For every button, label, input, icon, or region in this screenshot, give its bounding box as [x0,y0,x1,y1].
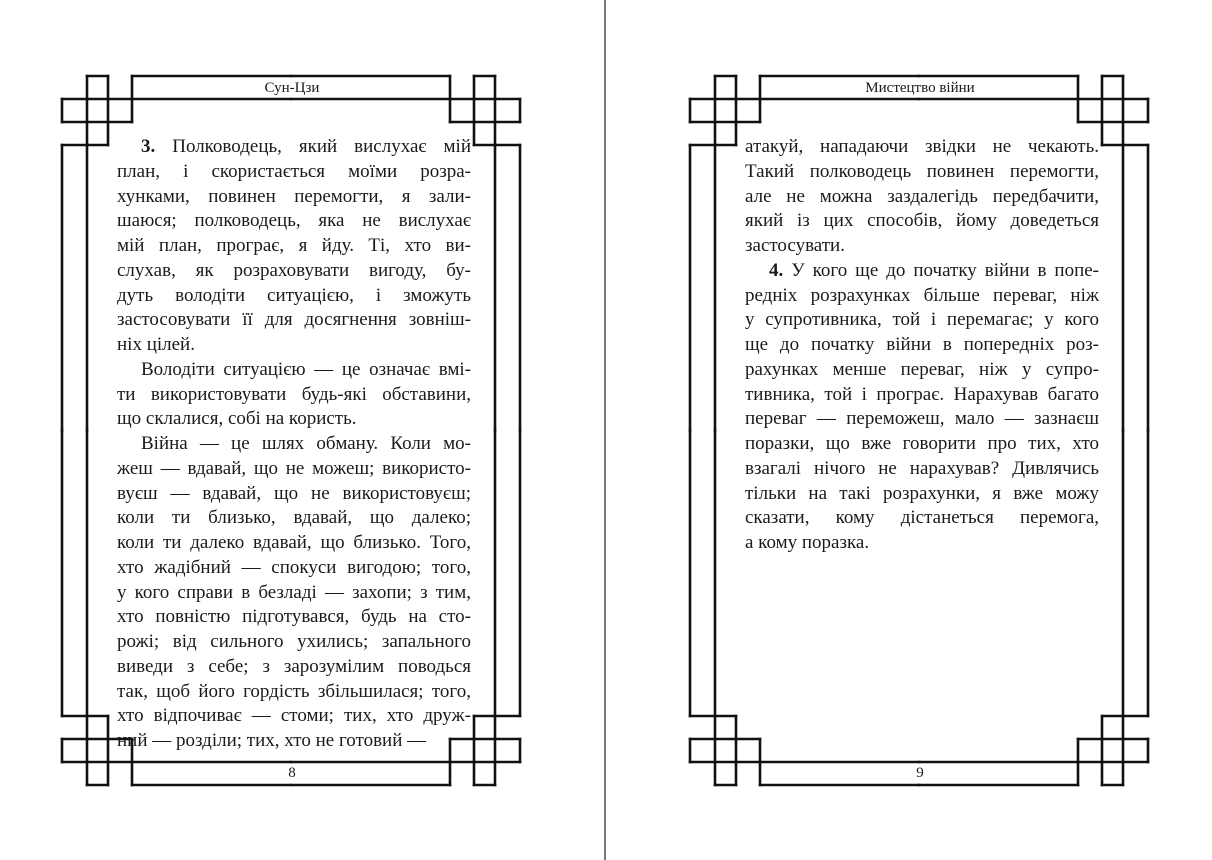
text-line [117,333,471,358]
text-line [745,209,1099,234]
text-line-content: рожі; від сильного ухились; запального [117,631,471,652]
text-line-content: ти використовувати будь-які обставини, [117,383,471,405]
text-line [117,531,471,556]
text-line [117,432,471,457]
text-line-content: поразки, що вже говорити про тих, хто [745,433,1099,454]
book-spine [604,0,606,860]
text-line-content: слухав, як розраховувати вигоду, бу- [117,259,471,281]
text-line [117,308,471,333]
text-line-content: у супротивника, той і перемагає; у кого [745,309,1099,331]
text-line-content: застосувати. [745,235,845,256]
text-line-content: виведи з себе; з зарозумілим поводься [117,655,471,677]
text-line [745,259,1099,284]
text-line-content: у кого справи в безладі — захопи; з тим, [117,581,471,603]
text-line [745,160,1099,185]
text-line [745,531,1099,556]
text-line [117,358,471,383]
text-line [745,358,1099,383]
text-line-content: коли ти далеко вдавай, що близько. Того, [117,532,471,553]
text-line [117,506,471,531]
text-line [117,259,471,284]
text-line-content: план, і скористається моїми розра- [117,160,471,182]
text-line [117,407,471,432]
text-line-content: а кому поразка. [745,532,870,553]
left-page [0,0,582,860]
text-line [117,704,471,729]
running-head: Мистецтво війни [865,80,975,96]
text-line [117,581,471,606]
text-line-content: так, щоб його гордість збільшилася; того, [117,680,471,702]
text-line-content: Війна — це шлях обману. Коли мо- [141,433,471,454]
text-line [117,209,471,234]
text-line [117,630,471,655]
text-line-content: переваг — переможеш, мало — зазнаєш [745,408,1099,430]
section-number: 3. [141,136,156,157]
text-line-content: рахунках менше переваг, ніж у супро- [745,358,1099,380]
text-line [117,185,471,210]
running-head: Сун-Цзи [264,80,320,96]
text-line [117,482,471,507]
text-line [745,185,1099,210]
text-line-content: але не можна заздалегідь передбачити, [745,185,1099,207]
text-line [745,407,1099,432]
text-line-content: Володіти ситуацією — це означає вмі- [141,358,471,380]
text-line-content: що склалися, собі на користь. [117,408,357,430]
text-line [745,284,1099,309]
text-line-content: вуєш — вдавай, що не використовуєш; [117,482,471,504]
text-line [117,457,471,482]
text-line-content: редніх розрахунках більше переваг, ніж [745,284,1099,306]
text-line-content: ще до початку війни в попередніх роз- [745,334,1099,355]
text-line-content: дуть володіти ситуацією, і зможуть [117,284,471,306]
text-line-content: Полководець, який вислухає мій [155,136,471,157]
text-line-content: який із цих способів, йому доведеться [745,210,1099,232]
text-line [117,284,471,309]
section-number: 4. [769,259,784,281]
text-line [117,135,471,160]
text-line [745,506,1099,531]
text-line-content: ніх цілей. [117,334,195,355]
text-line [117,383,471,408]
text-line-content: атакуй, нападаючи звідки не чекають. [745,136,1099,157]
text-line [745,333,1099,358]
page-number: 9 [916,765,924,781]
text-line-content: коли ти близько, вдавай, що далеко; [117,507,471,529]
text-line-content: шаюся; полководець, яка не вислухає [117,210,471,232]
text-line [117,234,471,259]
text-line-content: Такий полководець повинен перемогти, [745,160,1099,182]
text-line [117,729,471,754]
text-line [745,482,1099,507]
text-line-content: тільки на такі розрахунки, я вже можу [745,482,1099,504]
text-line [745,432,1099,457]
text-line [117,556,471,581]
page-body-text [117,135,471,754]
text-line-content: мій план, програє, я йду. Ті, хто ви- [117,235,471,256]
text-line-content: хто відпочиває — стоми; тих, хто друж- [117,705,471,727]
text-line-content: хто повністю підготувався, будь на сто- [117,606,471,628]
right-page [628,0,1210,860]
text-line [745,308,1099,333]
text-line-content: жеш — вдавай, що не можеш; використо- [117,457,471,479]
text-line-content: сказати, кому дістанеться перемога, [745,507,1099,529]
text-line [117,655,471,680]
text-line [745,135,1099,160]
text-line [745,457,1099,482]
text-line-content: У кого ще до початку війни в попе- [783,259,1099,281]
text-line-content: взагалі нічого не нарахував? Дивлячись [745,457,1099,479]
page-body-text [745,135,1099,556]
text-line-content: застосовувати її для досягнення зовніш- [117,309,471,331]
text-line-content: ний — розділи; тих, хто не готовий — [117,730,427,751]
text-line-content: хто жадібний — спокуси вигодою; того, [117,556,471,578]
text-line [745,383,1099,408]
page-number: 8 [288,765,296,781]
text-line [117,680,471,705]
text-line [117,605,471,630]
text-line-content: тивника, той і програє. Нарахував багато [745,383,1099,405]
text-line [745,234,1099,259]
text-line [117,160,471,185]
text-line-content: хунками, повинен перемогти, я зали- [117,185,471,207]
